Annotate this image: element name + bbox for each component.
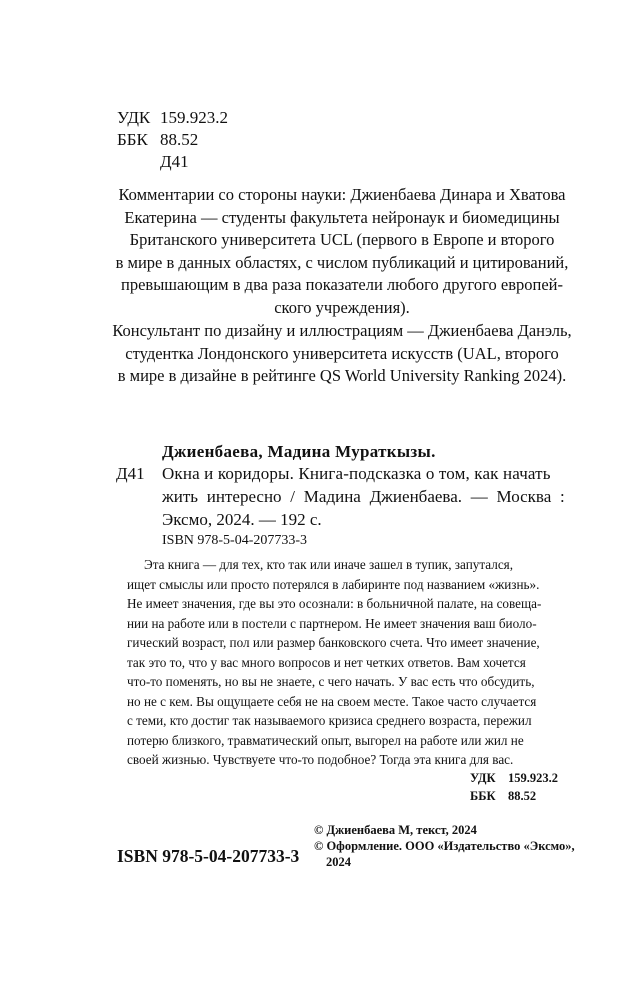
text-line: Консультант по дизайну и иллюстрациям — Джиенбаева Данэль, — [112, 321, 572, 340]
bbk-small-line — [470, 787, 536, 805]
text-line: в мире в дизайне в рейтинге QS World University Ranking 2024). — [117, 366, 567, 385]
text-line: ского учреждения). — [274, 297, 410, 317]
isbn-bottom: ISBN 978-5-04-207733-3 — [117, 846, 300, 866]
bbk-label: ББК — [117, 130, 148, 149]
abstract-line: что-то поменять, но вы не знаете, с чего начать. У вас есть что обсудить, — [127, 674, 535, 689]
abstract-line: своей жизнью. Чувствуете что-то подобное? Тогда эта книга для вас. — [127, 752, 514, 767]
text-line: Комментарии со стороны науки: Джиенбаева Динара и Хватова — [118, 185, 566, 204]
text-line: Екатерина — студенты факультета нейронаук и биомедицины — [124, 207, 560, 227]
udc-small-line — [470, 769, 558, 787]
copyright-line-1: © Джиенбаева М, текст, 2024 — [314, 823, 477, 837]
catalog-author: Джиенбаева, Мадина Мураткызы. — [162, 442, 436, 461]
udc-small-value: 159.923.2 — [508, 771, 558, 785]
abstract-line: Не имеет значения, где вы это осознали: в больничной палате, на совеща- — [127, 596, 542, 611]
copyright-line-2: © Оформление. ООО «Издательство «Эксмо», — [314, 839, 575, 853]
text-line: в мире в данных областях, с числом публикаций и цитирований, — [115, 252, 569, 272]
author-mark: Д41 — [160, 152, 189, 171]
design-consultant — [108, 320, 576, 388]
abstract-line: Эта книга — для тех, кто так или иначе зашел в тупик, запутался, — [144, 557, 514, 572]
abstract-line: нии на работе или в постели с партнером. Не имеет значения ваш биоло- — [127, 615, 537, 631]
bbk-line — [117, 129, 198, 151]
catalog-isbn: ISBN 978-5-04-207733-3 — [162, 533, 308, 548]
abstract-line: ищет смыслы или просто потерялся в лабиринте под названием «жизнь». — [127, 576, 540, 592]
abstract-line: но не с кем. Вы ощущаете себя не на своем месте. Такое часто случается — [127, 693, 537, 709]
abstract — [127, 555, 569, 770]
udc-line — [117, 107, 228, 129]
abstract-line: потерю близкого, травматический опыт, выгорел на работе или жил не — [127, 732, 524, 748]
abstract-line: гический возраст, пол или размер банковского счета. Что имеет значение, — [127, 635, 540, 650]
udc-value: 159.923.2 — [160, 108, 228, 127]
copyright-line-3: 2024 — [326, 855, 351, 869]
text-line: студентка Лондонского университета искусств (UAL, второго — [125, 343, 559, 363]
science-comments — [108, 184, 576, 319]
text-line: превышающим в два раза показатели любого другого европей- — [121, 275, 563, 294]
abstract-line: с теми, кто достиг так называемого кризиса среднего возраста, пережил — [127, 713, 532, 728]
udc-small-label: УДК — [470, 771, 496, 785]
udc-label: УДК — [117, 108, 151, 127]
catalog-title-line-2: жить интересно / Мадина Джиенбаева. — Москва : — [162, 487, 565, 506]
bbk-small-value: 88.52 — [508, 789, 537, 803]
bbk-small-label: ББК — [470, 789, 496, 803]
catalog-title-line-3: Эксмо, 2024. — 192 с. — [162, 510, 322, 529]
catalog-title-line-1: Окна и коридоры. Книга-подсказка о том, как начать — [162, 464, 551, 483]
text-line: Британского университета UCL (первого в Европе и второго — [129, 230, 555, 249]
bbk-value: 88.52 — [160, 130, 199, 149]
catalog-code: Д41 — [116, 464, 145, 483]
abstract-line: так это то, что у вас много вопросов и нет четких ответов. Вам хочется — [127, 654, 526, 670]
